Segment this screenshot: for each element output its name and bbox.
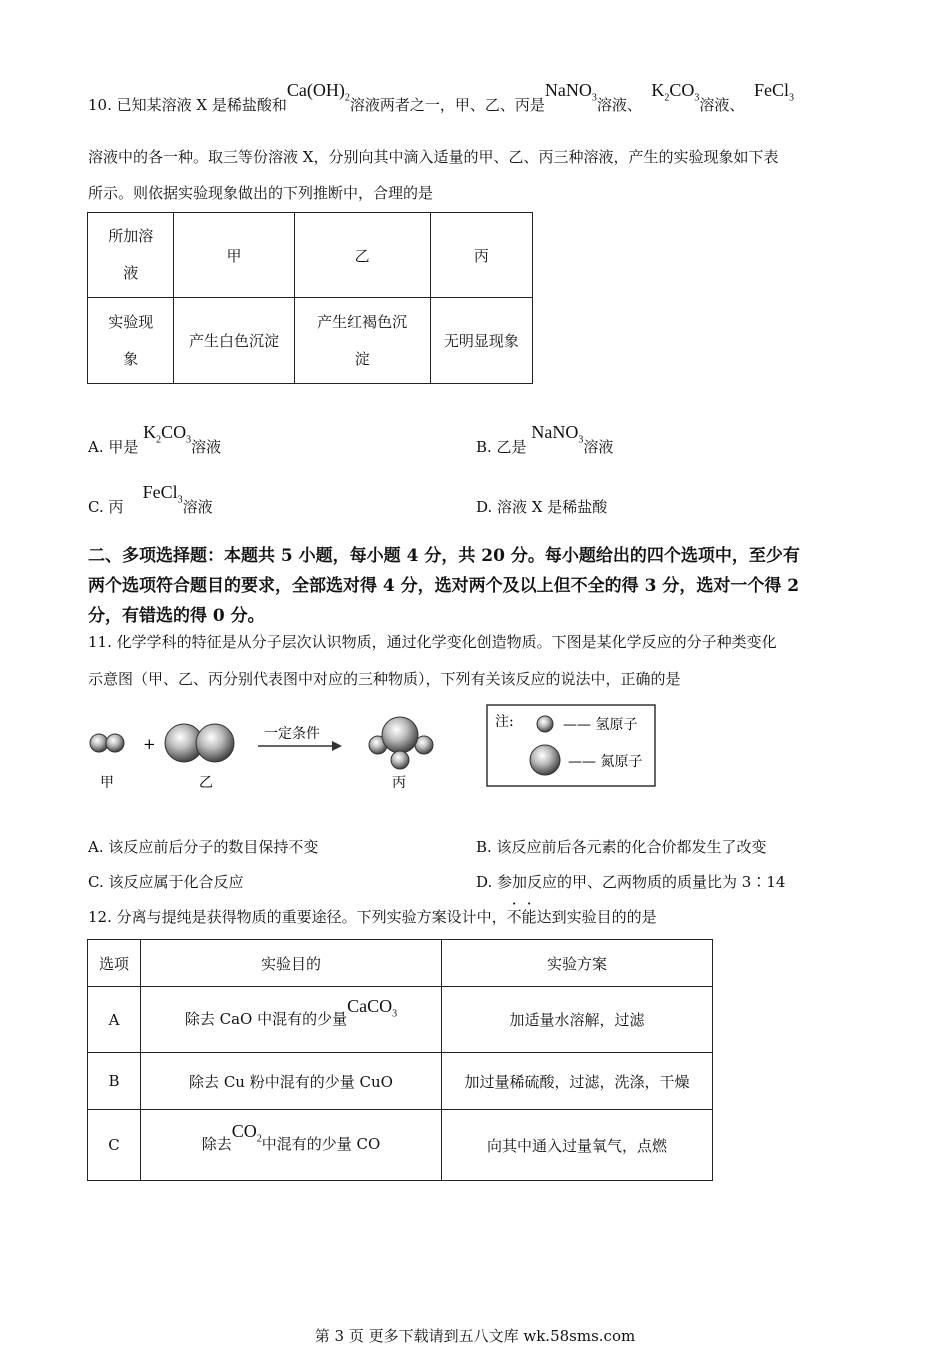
q12-header-plan: 实验方案: [442, 940, 713, 987]
q10-table-col-jia: 甲: [174, 213, 294, 298]
q12-row-c-label: C: [88, 1110, 141, 1181]
q10-table: [87, 212, 533, 384]
q10-text-4: 溶液、: [699, 96, 745, 114]
label-jia: 甲: [100, 775, 114, 791]
q10-table-header-added: 所加溶 液: [88, 213, 174, 298]
q10-text-1: 10. 已知某溶液 X 是稀盐酸和: [88, 96, 287, 114]
q10-option-d: D. 溶液 X 是稀盐酸: [476, 498, 608, 516]
q12-row-a-purpose: 除去 CaO 中混有的少量CaCO$_3$: [141, 987, 442, 1053]
formula-co2: $CO_2$: [231, 1121, 262, 1145]
formula-k2co3-a: $K_2CO_3$: [143, 422, 192, 446]
q10-table-yi-result: 产生红褐色沉 淀: [294, 298, 430, 384]
reaction-arrow-head: [332, 741, 342, 751]
page-footer: 第 3 页 更多下载请到五八文库 wk.58sms.com: [314, 1327, 636, 1345]
q12-row-a-label: A: [88, 987, 141, 1053]
legend-hydrogen-label: —— 氢原子: [563, 717, 638, 733]
formula-fecl3: FeCl$_3$: [753, 80, 794, 104]
q11-option-b: B. 该反应前后各元素的化合价都发生了改变: [476, 838, 767, 856]
formula-k2co3: $K_2CO_3$: [651, 80, 700, 104]
q10-table-col-yi: 乙: [294, 213, 430, 298]
q10-option-a: A. 甲是 $K_2CO_3$溶液: [88, 422, 222, 456]
q11-option-d: D. 参加反应的甲、乙两物质的质量比为 3∶14: [476, 873, 786, 891]
q11-option-a: A. 该反应前后分子的数目保持不变: [88, 838, 319, 856]
emphasis-dot-1: 不: [506, 908, 522, 926]
q12-row-c-purpose: 除去$CO_2$中混有的少量 CO: [141, 1110, 442, 1181]
q11-option-c: C. 该反应属于化合反应: [88, 873, 244, 891]
legend-nitrogen-icon: [530, 745, 560, 775]
q10-text-2: 溶液两者之一，甲、乙、丙是: [349, 96, 545, 114]
section2-line1: 二、多项选择题：本题共 5 小题，每小题 4 分，共 20 分。每小题给出的四个选项中，至少有: [88, 546, 800, 566]
q10-table-jia-result: 产生白色沉淀: [174, 298, 294, 384]
molecule-jia-h2: [90, 734, 124, 752]
section2-line2: 两个选项符合题目的要求，全部选对得 4 分，选对两个及以上但不全的得 3 分，选对一个得 2: [88, 576, 800, 596]
molecule-yi-n2: [165, 724, 234, 762]
q10-option-c: C. 丙 FeCl$_3$溶液: [88, 482, 213, 516]
plus-sign: +: [143, 735, 156, 753]
legend-title: 注:: [495, 714, 514, 730]
q10-text-3: 溶液、: [596, 96, 642, 114]
q12-row-b-plan: 加过量稀硫酸，过滤，洗涤，干燥: [442, 1053, 713, 1110]
molecule-bing-nh3: [369, 717, 433, 769]
q10-line2: 溶液中的各一种。取三等份溶液 X，分别向其中滴入适量的甲、乙、丙三种溶液，产生的实验现象如下表: [88, 148, 779, 166]
q12-row-b-purpose: 除去 Cu 粉中混有的少量 CuO: [141, 1053, 442, 1110]
arrow-label: 一定条件: [264, 726, 320, 742]
q11-line2: 示意图（甲、乙、丙分别代表图中对应的三种物质），下列有关该反应的说法中，正确的是: [88, 670, 681, 688]
legend-hydrogen-icon: [537, 716, 553, 732]
q10-table-bing-result: 无明显现象: [430, 298, 532, 384]
q12-row-c-plan: 向其中通入过量氧气，点燃: [442, 1110, 713, 1181]
q10-table-col-bing: 丙: [430, 213, 532, 298]
q12-header-option: 选项: [88, 940, 141, 987]
formula-nano3-b: NaNO$_3$: [531, 422, 584, 446]
legend-nitrogen-label: —— 氮原子: [568, 754, 643, 770]
q12-row-a-plan: 加适量水溶解，过滤: [442, 987, 713, 1053]
q10-table-header-phenomenon: 实验现 象: [88, 298, 174, 384]
q12-row-b-label: B: [88, 1053, 141, 1110]
reaction-diagram: [80, 700, 680, 800]
q12-stem: 12. 分离与提纯是获得物质的重要途径。下列实验方案设计中，不能达到实验目的的是: [88, 908, 657, 926]
formula-fecl3-c: FeCl$_3$: [142, 482, 183, 506]
formula-nano3: NaNO$_3$: [544, 80, 597, 104]
q12-table: [87, 939, 713, 1181]
q11-line1: 11. 化学学科的特征是从分子层次认识物质，通过化学变化创造物质。下图是某化学反应的分子种类变化: [88, 633, 777, 651]
q10-option-b: B. 乙是 NaNO$_3$溶液: [476, 422, 614, 456]
formula-caoh2: $Ca(OH)_2$: [286, 80, 350, 104]
section2-line3: 分，有错选的得 0 分。: [88, 606, 265, 626]
q10-line3: 所示。则依据实验现象做出的下列推断中，合理的是: [88, 184, 434, 202]
formula-caco3: CaCO$_3$: [347, 995, 398, 1020]
emphasis-dot-2: 能: [521, 908, 537, 926]
label-bing: 丙: [392, 775, 406, 791]
q12-header-purpose: 实验目的: [141, 940, 442, 987]
q10-line1: [88, 80, 794, 118]
label-yi: 乙: [199, 775, 213, 791]
